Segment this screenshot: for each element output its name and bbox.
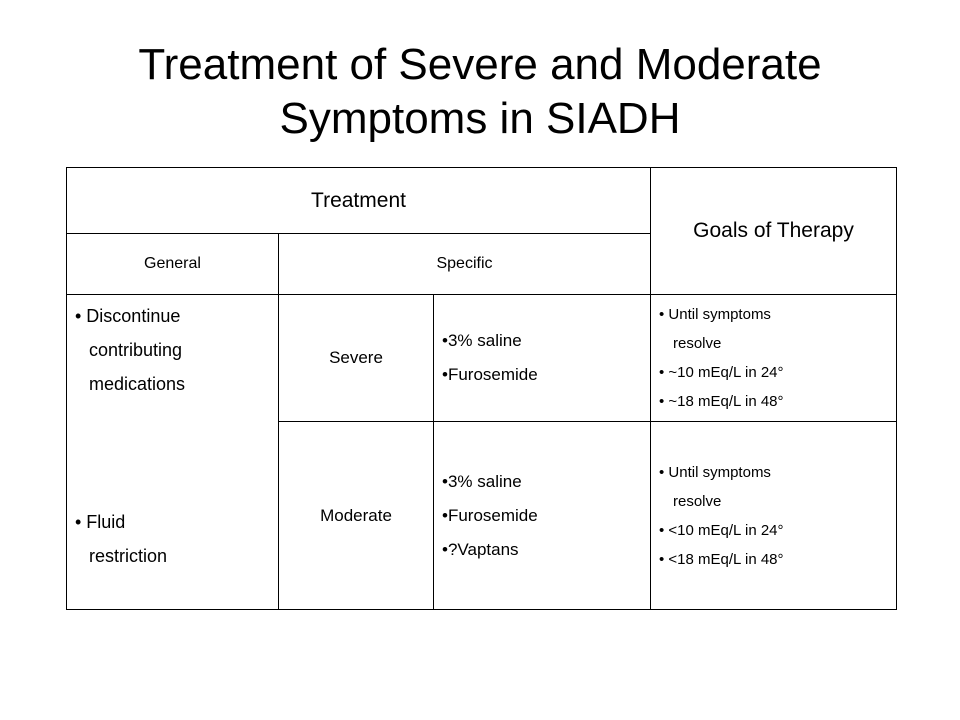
- level-severe: Severe: [279, 295, 434, 422]
- header-specific: Specific: [279, 234, 651, 295]
- specific-item: •?Vaptans: [442, 539, 519, 559]
- header-treatment: Treatment: [67, 168, 651, 234]
- specific-item: •Furosemide: [442, 365, 538, 384]
- treatment-table: [66, 167, 897, 610]
- goal-item: resolve: [673, 335, 722, 352]
- general-item-line: • Fluid: [75, 512, 126, 532]
- title-line-1: Treatment of Severe and Moderate: [138, 40, 822, 89]
- goals-moderate: [651, 422, 897, 610]
- goal-item: • ~10 mEq/L in 24°: [659, 364, 784, 381]
- specific-item: •3% saline: [442, 331, 522, 350]
- goal-item: resolve: [673, 492, 722, 510]
- general-item-line: restriction: [89, 546, 168, 566]
- specific-moderate: [434, 422, 651, 610]
- header-goals-of-therapy: Goals of Therapy: [651, 168, 897, 295]
- general-fluid-group: [75, 505, 167, 573]
- slide-title: [40, 38, 920, 146]
- specific-severe: [434, 295, 651, 422]
- goals-severe: [651, 295, 897, 422]
- general-discontinue-group: [75, 299, 185, 401]
- goal-item: • <18 mEq/L in 48°: [659, 550, 784, 568]
- level-moderate: Moderate: [279, 422, 434, 610]
- goal-item: • <10 mEq/L in 24°: [659, 521, 784, 539]
- goal-item: • Until symptoms: [659, 306, 771, 323]
- general-cell: [67, 295, 279, 610]
- specific-item: •Furosemide: [442, 505, 538, 525]
- specific-item: •3% saline: [442, 471, 522, 491]
- goal-item: • ~18 mEq/L in 48°: [659, 393, 784, 410]
- general-item-line: medications: [89, 374, 186, 394]
- general-item-line: contributing: [89, 340, 183, 360]
- general-item-line: • Discontinue: [75, 306, 181, 326]
- title-line-2: Symptoms in SIADH: [279, 94, 681, 143]
- header-general: General: [67, 234, 279, 295]
- goal-item: • Until symptoms: [659, 463, 771, 481]
